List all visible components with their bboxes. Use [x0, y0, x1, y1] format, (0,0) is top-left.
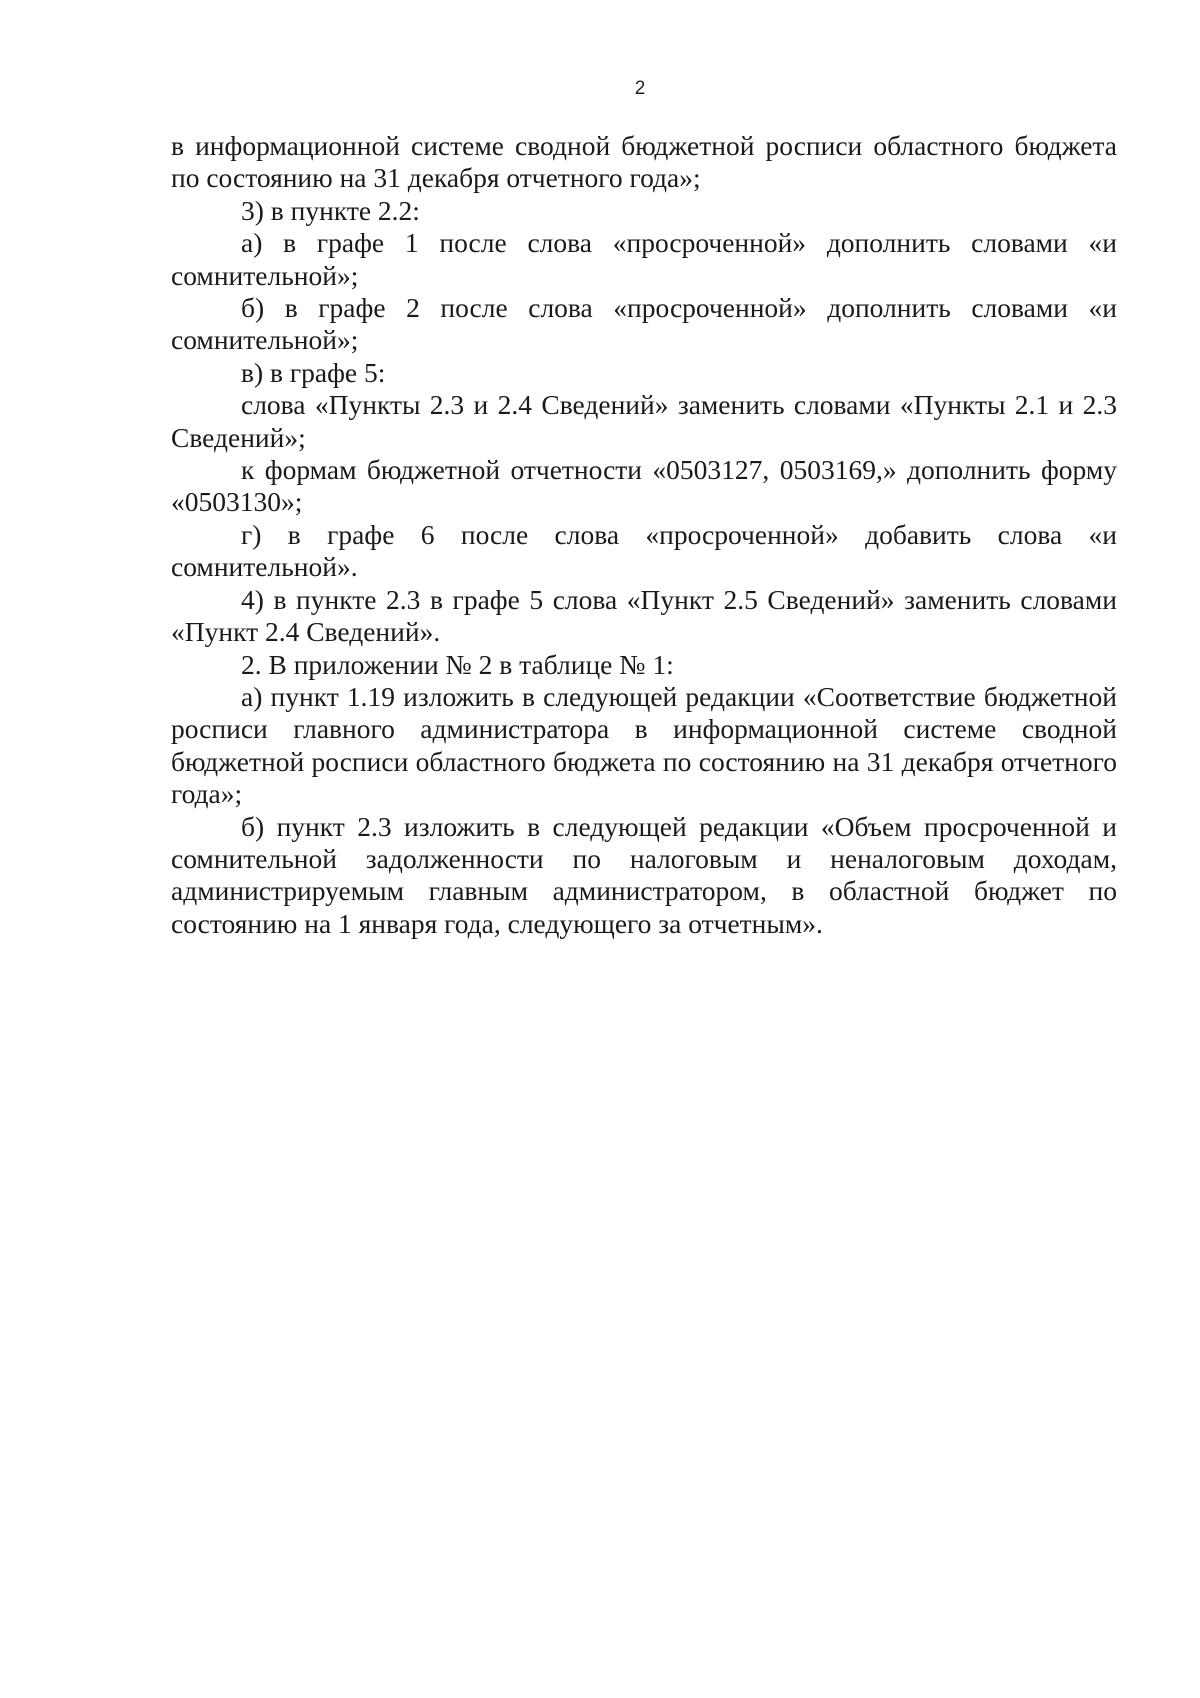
paragraph: 2. В приложении № 2 в таблице № 1:: [241, 648, 674, 680]
paragraph: б) в графе 2 после слова «просроченной» дополнить словами «и сомнительной»;: [171, 292, 1117, 356]
paragraph: 3) в пункте 2.2:: [241, 194, 420, 226]
paragraph: в) в графе 5:: [241, 356, 386, 388]
paragraph: слова «Пункты 2.3 и 2.4 Сведений» заменить словами «Пункты 2.1 и 2.3 Сведений»;: [171, 389, 1117, 453]
paragraph: в информационной системе сводной бюджетной росписи областного бюджета по состоянию на 31 декабря отчетного года»;: [171, 130, 1117, 194]
paragraph: б) пункт 2.3 изложить в следующей редакции «Объем просроченной и сомнительной задолженности по налоговым и неналоговым доходам, администрируемым главным администратором, в областной бюджет по состоянию на 1 января года, следующего за отчетным».: [171, 810, 1117, 939]
paragraph: а) в графе 1 после слова «просроченной» дополнить словами «и сомнительной»;: [171, 227, 1117, 291]
paragraph: к формам бюджетной отчетности «0503127, 0503169,» дополнить форму «0503130»;: [171, 454, 1117, 518]
paragraph: 4) в пункте 2.3 в графе 5 слова «Пункт 2.5 Сведений» заменить словами «Пункт 2.4 Сведений».: [171, 583, 1117, 648]
paragraph: а) пункт 1.19 изложить в следующей редакции «Соответствие бюджетной росписи главного администратора в информационной системе сводной бюджетной росписи областного бюджета по состоянию на 31 декабря отчетного года»;: [171, 680, 1117, 810]
document-body: [171, 130, 1117, 940]
paragraph: г) в графе 6 после слова «просроченной» добавить слова «и сомнительной».: [171, 518, 1117, 583]
page-number: 2: [634, 78, 646, 99]
